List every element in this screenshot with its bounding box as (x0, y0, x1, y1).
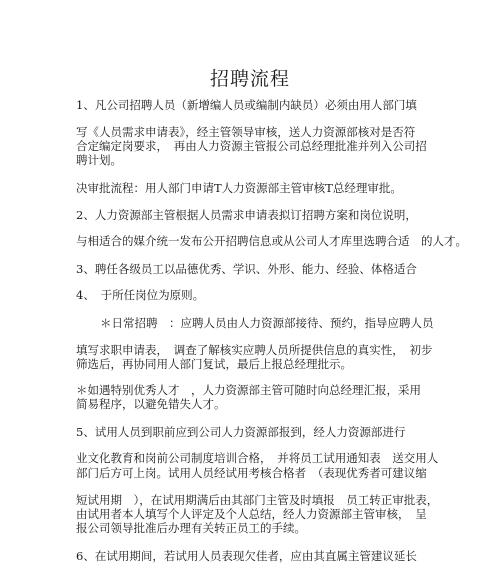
paragraph-line: 业文化教育和岗前公司制度培训合格， 并将员工试用通知表 送交用人 (76, 451, 439, 465)
paragraph-line: 决审批流程：用人部门申请T人力资源部主管审核T总经理审批。 (76, 181, 402, 195)
paragraph-line: ＊日常招聘 ：应聘人员由人力资源部接待、预约，指导应聘人员 (100, 316, 434, 330)
paragraph-line: 简易程序，以避免错失人才。 (76, 397, 226, 411)
paragraph-line: 与相适合的媒介统一发布公开招聘信息或从公司人才库里选聘合适 的人才。 (76, 234, 467, 248)
paragraph-line: 3、聘任各级员工以品德优秀、学识、外形、能力、经验、体格适合 (76, 262, 417, 276)
paragraph-line: 1、凡公司招聘人员（新增编人员或编制内缺员）必须由用人部门填 (76, 98, 417, 112)
page-title: 招聘流程 (209, 68, 290, 90)
paragraph-line: 筛选后，再协同用人部门复试，最后上报总经理批示。 (76, 357, 352, 371)
paragraph-line: 填写求职申请表， 调查了解核实应聘人员所提供信息的真实性， 初步 (76, 343, 433, 357)
paragraph-line: 5、试用人员到职前应到公司人力资源部报到，经人力资源部进行 (76, 425, 406, 439)
paragraph-line: 写《人员需求申请表》，经主管领导审核，送人力资源部核对是否符 (76, 125, 416, 139)
paragraph-line: 短试用期 ），在试用期满后由其部门主管及时填报 员工转正审批表， (76, 493, 439, 507)
paragraph-line: ＊如遇特别优秀人才 ，人力资源部主管可随时向总经理汇报，采用 (76, 383, 421, 397)
paragraph-line: 6、在试用期间，若试用人员表现欠佳者，应由其直属主管建议延长 (76, 549, 417, 563)
paragraph-line: 4、 于所任岗位为原则。 (76, 288, 205, 302)
paragraph-line: 报公司领导批准后办理有关转正员工的手续。 (76, 521, 306, 535)
paragraph-line: 部门后方可上岗。试用人员经试用考核合格者 （表现优秀者可建议缩 (76, 466, 427, 480)
paragraph-line: 聘计划。 (76, 153, 122, 167)
paragraph-line: 2、人力资源部主管根据人员需求申请表拟订招聘方案和岗位说明， (76, 208, 417, 222)
paragraph-line: 由试用者本人填写个人评定及个人总结，经人力资源部主管审核， 呈 (76, 507, 427, 521)
paragraph-line: 合定编定岗要求， 再由人力资源主管报公司总经理批准并列入公司招 (76, 139, 427, 153)
